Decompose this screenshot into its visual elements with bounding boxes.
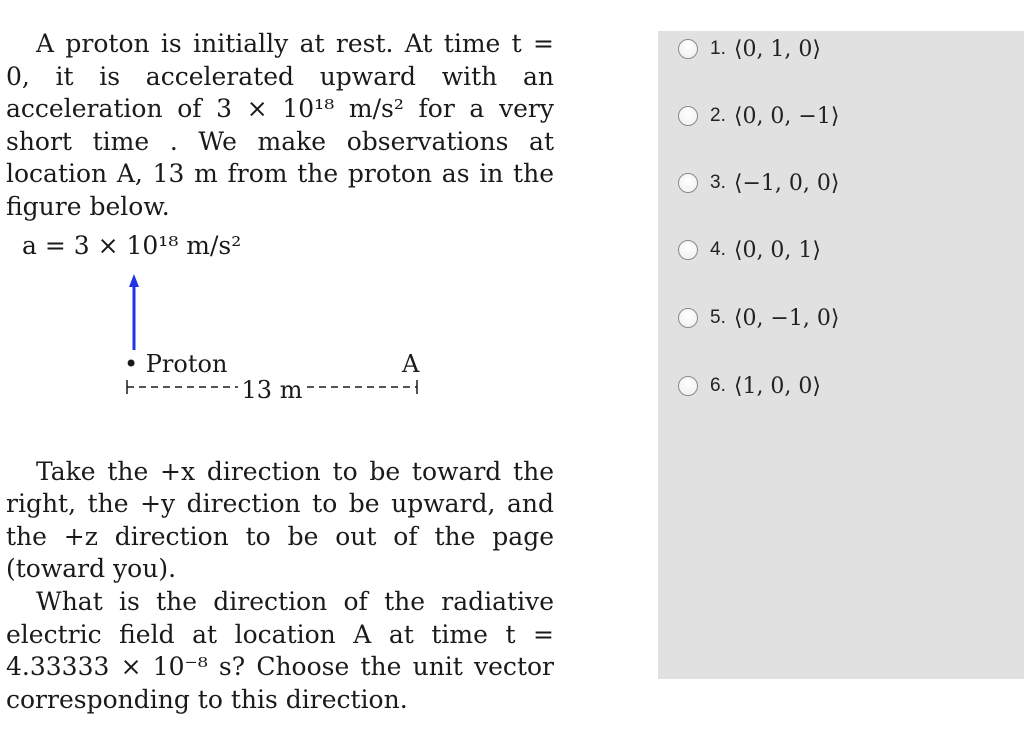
option-vector: ⟨1, 0, 0⟩ — [733, 373, 821, 399]
option-vector: ⟨−1, 0, 0⟩ — [733, 170, 840, 196]
answer-options-panel — [658, 31, 1024, 679]
answer-option-3[interactable] — [678, 169, 839, 197]
option-vector: ⟨0, −1, 0⟩ — [733, 305, 840, 331]
option-number: 4. — [710, 239, 726, 260]
radio-button[interactable] — [678, 240, 698, 260]
option-vector: ⟨0, 1, 0⟩ — [733, 36, 821, 62]
radio-button[interactable] — [678, 308, 698, 328]
option-vector: ⟨0, 0, −1⟩ — [733, 103, 840, 129]
option-vector: ⟨0, 0, 1⟩ — [733, 237, 821, 263]
point-a-label: A — [402, 349, 420, 378]
answer-option-2[interactable] — [678, 102, 839, 130]
question-text — [6, 28, 554, 716]
distance-label: 13 m — [238, 376, 307, 404]
answer-option-4[interactable] — [678, 236, 821, 264]
answer-option-6[interactable] — [678, 372, 821, 400]
option-number: 1. — [710, 38, 726, 59]
radio-button[interactable] — [678, 376, 698, 396]
radio-button[interactable] — [678, 173, 698, 193]
option-number: 3. — [710, 172, 726, 193]
option-number: 2. — [710, 105, 726, 126]
radio-button[interactable] — [678, 106, 698, 126]
option-number: 6. — [710, 375, 726, 396]
distance-marker — [126, 374, 418, 404]
radio-button[interactable] — [678, 39, 698, 59]
answer-option-5[interactable] — [678, 304, 839, 332]
proton-label: • Proton — [124, 349, 228, 378]
question-prompt: What is the direction of the radiative electric field at location A at time t = 4.33333 × 10⁻⁸ s? Choose the unit vector corresponding to this direction. — [6, 586, 554, 714]
acceleration-label: a = 3 × 10¹⁸ m/s² — [22, 230, 242, 260]
option-number: 5. — [710, 307, 726, 328]
answer-option-1[interactable] — [678, 35, 821, 63]
acceleration-arrow — [122, 274, 150, 352]
question-intro: A proton is initially at rest. At time t = 0, it is accelerated upward with an acceleration of 3 × 10¹⁸ m/s² for a very short time . We make observations at location A, 13 m from the proton as in the figure below. — [6, 29, 554, 221]
figure — [6, 224, 554, 456]
axes-description: Take the +x direction to be toward the right, the +y direction to be upward, and the +z direction to be out of the page (toward you). — [6, 456, 554, 584]
